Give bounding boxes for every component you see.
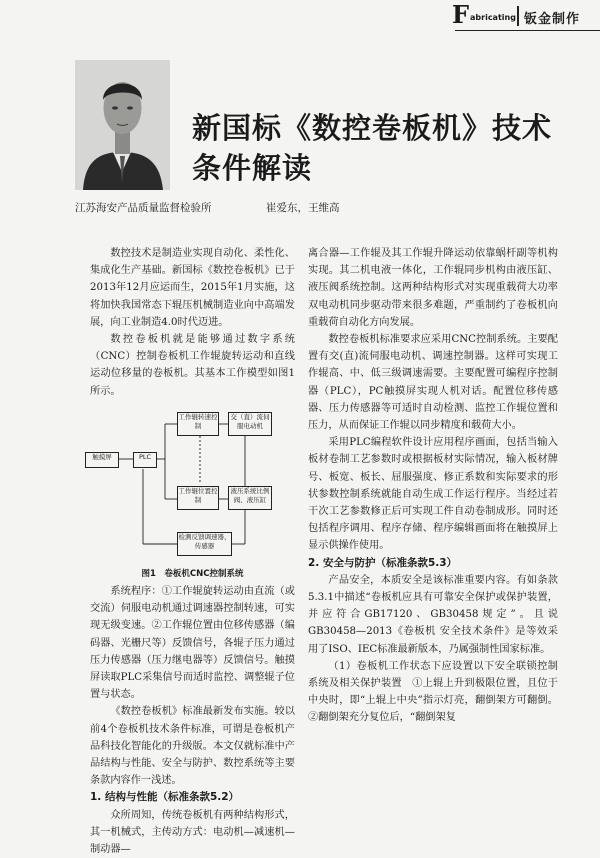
paragraph: 离合器—工作辊及其工作辊升降运动依靠蜗杆副等机构实现。其二机电液一体化，工作辊同步机构由液压缸、液压阀系统控制。这两种结构形式对实现重载荷大功率双电动机同步驱动带来很多难题，严重制约了卷板机向重载荷自动化方向发展。 [308,248,558,328]
header-brand-initial: F [452,0,470,29]
column-right [308,245,558,727]
column-left [90,245,295,858]
box-plc: PLC [133,452,157,468]
box-servo-motor: 交（直）流伺服电动机 [228,412,272,436]
figure-cnc-diagram [85,404,295,564]
paragraph: （1）卷板机工作状态下应设置以下安全联锁控制系统及相关保护装置 ①上辊上升到极限位置，且位于中央时，即“上辊上中央”指示灯亮，翻倒架方可翻倒。②翻倒架充分复位后，“翻倒架复 [308,660,558,724]
section-heading: 1. 结构与性能（标准条款5.2） [90,791,240,804]
paragraph: 数控卷板机就是能够通过数字系统（CNC）控制卷板机工作辊旋转运动和直线运动位移量的卷板机。其基本工作模型如图1所示。 [90,334,295,397]
author-portrait-image [75,60,170,190]
paragraph: 《数控卷板机》标准最新发布实施。较以前4个卷板机技术条件标准，可谓是卷板机产品科技化智能化的升级版。本文仅就标准中产品结构与性能、安全与防护、数控系统等主要条款内容作一浅述。 [90,706,295,787]
article-title-line1: 新国标《数控卷板机》技术 [192,111,553,145]
header-divider [517,6,519,26]
figure-caption: 图1 卷板机CNC控制系统 [141,568,244,579]
paragraph: 产品安全，本质安全是该标准重要内容。有如条款5.3.1中描述“卷板机应具有可靠安全保护或保护装置，并应符合GB17120、GB30458规定”。且说GB30458—2013《卷板机 安全技术条件》是等效采用了ISO、IEC标准最新版本，乃属强制性国家标准。 [308,574,558,655]
header-column-name: 钣金制作 [524,12,581,27]
paragraph: 数控卷板机标准要求应采用CNC控制系统。主要配置有交(直)流伺服电动机、调速控制器。这样可实现工作辊高、中、低三级调速需要。主要配置可编程序控制器（PLC），PC触摸屏实现人机对话。配置位移传感器、压力传感器等可适时自动检测、监控工作辊位置和压力，从而保证工作辊以同步精度和载荷大小。 [308,334,558,432]
author-photo [75,60,170,190]
paragraph: 数控技术是制造业实现自动化、柔性化、集成化生产基础。新国标《数控卷板机》已于2013年12月应运而生，2015年1月实施，这将加快我国常态下辊压机械制造业向中高端发展，向工业制造4.0时代迈进。 [90,248,295,328]
paragraph: 系统程序：①工作辊旋转运动由直流（或交流）伺服电动机通过调速器控制转速，可实现无级变速。②工作辊位置由位移传感器（编码器、光栅尺等）反馈信号，各辊子压力通过压力传感器（压力继电器等）反馈信号。触摸屏读取PLC采集信号而适时监控、调整辊子位置与状态。 [90,586,295,701]
box-hydraulic-system: 液压系统比例阀、液压缸 [228,486,272,510]
box-position-control: 工作辊位置控制 [177,486,219,510]
article-title [192,108,582,188]
box-rotation-control: 工作辊转速控制 [177,412,219,436]
box-feedback-sensors: 检测反馈调速器、传感器 [177,532,232,556]
article-title-line2: 条件解读 [192,151,313,185]
paragraph: 采用PLC编程软件设计应用程序画面，包括当输入板材卷制工艺参数时或根据板材实际情况，输入板材牌号、板宽、板长、屈服强度、修正系数和实际要求的形状参数控制系统就能自动生成工作运行程序。当经过若干次工艺参数修正后可实现工件自动卷制成形。同时还包括程序调用、程序存储、程序编辑画面将在触摸屏上显示供操作使用。 [308,437,558,552]
author-affiliation: 江苏海安产品质量监督检验所 [75,202,212,214]
header-rule [455,30,600,31]
author-names: 崔爱东，王维高 [266,202,340,214]
paragraph: 众所周知，传统卷板机有两种结构形式，其一机械式，主传动方式：电动机—减速机—制动器— [90,809,295,856]
header-brand-rest: abricating [470,13,516,22]
section-heading: 2. 安全与防护（标准条款5.3） [308,556,458,569]
box-touchscreen: 触摸屏 [85,452,119,468]
